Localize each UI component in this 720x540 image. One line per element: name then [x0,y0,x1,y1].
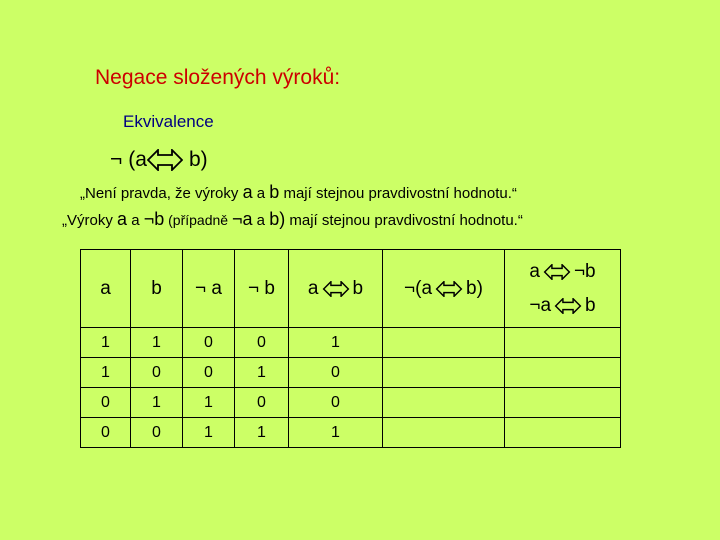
table-cell: 1 [81,358,131,388]
line2-mid2: a [252,212,270,229]
line1-post: mají stejnou pravdivostní hodnotu.“ [279,185,517,202]
table-cell: 1 [183,418,235,448]
line1-pre: „Není pravda, že výroky [80,185,243,202]
double-arrow-icon [543,264,571,280]
truth-table [80,249,621,448]
line2-a: a [117,209,128,229]
negation-symbol: ¬ [110,148,123,171]
table-cell: 1 [131,388,183,418]
table-cell: 0 [289,358,383,388]
double-arrow-icon [435,281,463,297]
table-cell: 0 [131,358,183,388]
table-row [81,328,621,358]
header-alt2-left: ¬a [529,294,552,316]
table-cell [383,418,505,448]
table-header-row [81,250,621,328]
header-alt1-left: a [529,260,540,282]
header-alt2-right: b [585,294,596,316]
header-alt1 [529,261,595,283]
table-cell: 0 [131,418,183,448]
line2-mid: a [127,212,144,229]
negated-equivalence-formula [110,148,208,172]
table-cell: 1 [289,328,383,358]
line2-nega: ¬a [231,209,253,229]
formula-left: (a [128,148,147,171]
table-row [81,418,621,448]
table-cell: 0 [235,328,289,358]
table-cell: 0 [289,388,383,418]
double-arrow-icon [554,298,582,314]
table-row [81,358,621,388]
header-equiv-left: a [307,277,319,299]
table-cell [505,388,621,418]
table-cell: 1 [81,328,131,358]
line1-b: b [269,182,280,202]
line2-post: mají stejnou pravdivostní hodnotu.“ [285,212,523,229]
header-not-b: ¬ b [235,250,289,328]
table-cell [383,388,505,418]
header-negated-equivalence [383,250,505,328]
formula-right: b) [188,148,208,171]
double-arrow-icon [147,149,183,171]
table-cell: 1 [289,418,383,448]
header-alternatives [505,250,621,328]
line2-pre: „Výroky [62,212,118,229]
slide-title: Negace složených výroků: [95,66,341,89]
explanation-line-2 [62,209,523,230]
table-cell [383,358,505,388]
table-cell: 1 [131,328,183,358]
slide-subtitle: Ekvivalence [123,112,214,131]
table-cell: 1 [235,358,289,388]
header-equivalence [289,250,383,328]
line1-mid: a [252,185,270,202]
header-b: b [131,250,183,328]
header-alt2 [529,295,595,317]
table-cell: 1 [235,418,289,448]
line1-a: a [242,182,253,202]
table-cell: 0 [183,328,235,358]
table-cell [505,418,621,448]
table-cell: 0 [81,418,131,448]
table-cell: 0 [81,388,131,418]
line2-negb: ¬b [143,209,165,229]
line2-b: b) [269,209,286,229]
table-cell [505,328,621,358]
line2-paren: (případně [164,212,232,228]
table-row [81,388,621,418]
table-cell [505,358,621,388]
table-cell: 0 [235,388,289,418]
header-a: a [81,250,131,328]
table-cell [383,328,505,358]
header-alt1-right: ¬b [573,260,596,282]
header-negequiv-left: ¬(a [404,277,433,299]
header-not-a: ¬ a [183,250,235,328]
table-cell: 1 [183,388,235,418]
explanation-line-1 [80,182,517,203]
table-cell: 0 [183,358,235,388]
header-equiv-right: b [352,277,364,299]
header-negequiv-right: b) [466,277,483,299]
double-arrow-icon [322,281,350,297]
